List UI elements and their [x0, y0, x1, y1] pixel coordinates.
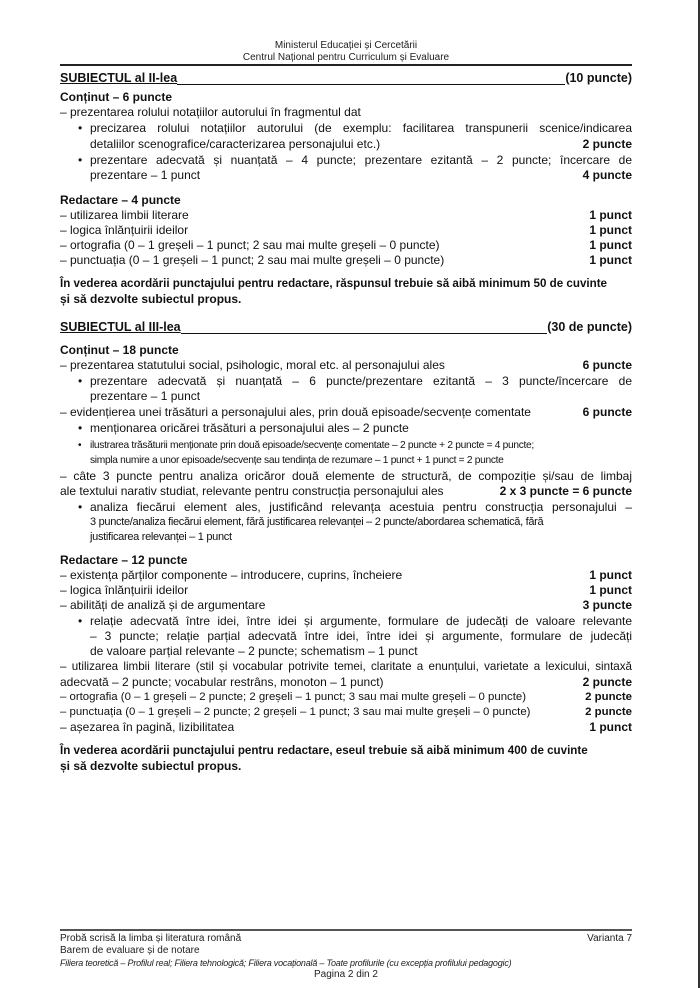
redactare-item: – logica înlănțuirii ideilor 1 punct: [60, 583, 632, 597]
footer-line: Barem de evaluare și de notare: [60, 945, 200, 956]
redactare-item-cont: adecvată – 2 puncte; vocabular restrâns, monoton – 1 punct) 2 puncte: [60, 675, 632, 689]
bullet-item: • menționarea oricărei trăsături a personajului ales – 2 puncte: [78, 421, 409, 435]
header-rule: [60, 64, 632, 66]
page-number: Pagina 2 din 2: [314, 969, 378, 980]
bullet-cont: de valoare parțial relevante – 2 puncte; schematism – 1 punct: [90, 644, 418, 658]
bullet-item: • analiza fiecărui element ales, justificând relevanța acestuia pentru construcția personajului –: [78, 500, 632, 514]
footer-line: Filiera teoretică – Profilul real; Filiera tehnologică; Filiera vocațională – Toate profilurile (cu excepția profilului pedagogic): [60, 958, 512, 968]
page-header: [60, 40, 632, 64]
bullet-icon: •: [78, 153, 83, 167]
continut-heading: Conținut – 6 puncte: [60, 90, 172, 104]
bullet-item: • ilustrarea trăsăturii menționate prin două episoade/secvențe comentate – 2 puncte + 2 puncte = 4 puncte;: [78, 440, 534, 451]
redactare-item: – ortografia (0 – 1 greșeli – 1 punct; 2 sau mai multe greșeli – 0 puncte) 1 punct: [60, 238, 632, 252]
bullet-icon: •: [78, 440, 82, 451]
redactare-item: – așezarea în pagină, lizibilitatea 1 punct: [60, 720, 632, 734]
bullet-cont: simpla numire a unor episoade/secvențe sau tendința de rezumare – 1 punct + 1 punct = 2 puncte: [90, 455, 504, 466]
bullet-cont: – 3 puncte; relație parțial adecvată între idei, între idei și argumente, formulare de judecăți: [90, 629, 632, 643]
variant-label: Varianta 7: [587, 933, 632, 944]
bullet-item: • precizarea rolului notațiilor autorului (de exemplu: facilitarea transpunerii scenice/indicarea: [78, 121, 632, 135]
bullet-cont: 3 puncte/analiza fiecărui element, fără justificarea relevanței – 2 puncte/abordarea schematică, fără: [90, 516, 544, 528]
redactare-item: – ortografia (0 – 1 greșeli – 2 puncte; 2 greșeli – 1 punct; 3 sau mai multe greșeli – 0 puncte) 2 puncte: [60, 691, 632, 703]
bullet-icon: •: [78, 500, 83, 514]
footer-rule: [60, 929, 632, 931]
continut-item: – câte 3 puncte pentru analiza oricăror două elemente de structură, de compoziție și/sau de limbaj: [60, 469, 632, 483]
continut-item: – prezentarea rolului notațiilor autorului în fragmentul dat: [60, 105, 361, 119]
bullet-icon: •: [78, 374, 83, 388]
bullet-icon: •: [78, 421, 83, 435]
continut-item: – evidențierea unei trăsături a personajului ales, prin două episoade/secvențe comentate 6 puncte: [60, 405, 632, 419]
center-name: Centrul Național pentru Curriculum și Evaluare: [242, 52, 450, 63]
bullet-cont: prezentare – 1 punct: [90, 389, 201, 403]
bullet-item: • prezentare adecvată și nuanțată – 6 puncte/prezentare ezitantă – 3 puncte/încercare de: [78, 374, 632, 388]
section-title-subiect-3: SUBIECTUL al III-lea (30 de puncte): [60, 320, 632, 334]
bullet-icon: •: [78, 614, 83, 628]
continut-item: – prezentarea statutului social, psihologic, moral etc. al personajului ales 6 puncte: [60, 358, 632, 372]
bullet-cont: detaliilor scenografice/caracterizarea personajului etc.) 2 puncte: [90, 137, 632, 151]
redactare-item: – punctuația (0 – 1 greșeli – 1 punct; 2 sau mai multe greșeli – 0 puncte) 1 punct: [60, 253, 632, 267]
note-line: În vederea acordării punctajului pentru redactare, răspunsul trebuie să aibă minimum 50 de cuvinte: [60, 277, 608, 290]
continut-item-cont: ale textului narativ studiat, relevante pentru construcția personajului ales 2 x 3 puncte = 6 puncte: [60, 484, 632, 498]
bullet-item: • prezentare adecvată și nuanțată – 4 puncte; prezentare ezitantă – 2 puncte; încercare de: [78, 153, 632, 167]
note-line: și să dezvolte subiectul propus.: [60, 759, 242, 773]
redactare-item: – abilități de analiză și de argumentare 3 puncte: [60, 598, 632, 612]
section-title-subiect-2: SUBIECTUL al II-lea (10 puncte): [60, 71, 632, 85]
footer-line: Probă scrisă la limba și literatura română Varianta 7: [60, 933, 632, 944]
points-value: 4 puncte: [582, 168, 632, 182]
bullet-cont: prezentare – 1 punct 4 puncte: [90, 168, 632, 182]
redactare-item: – utilizarea limbii literare (stil și vocabular potrivite temei, claritate a enunțului, varietate a lexicului, sintaxă: [60, 660, 632, 673]
ministry-name: Ministerul Educației și Cercetării: [274, 40, 418, 51]
points-value: 2 puncte: [582, 137, 632, 151]
redactare-heading: Redactare – 4 puncte: [60, 193, 181, 207]
redactare-heading: Redactare – 12 puncte: [60, 553, 188, 567]
redactare-item: – punctuația (0 – 1 greșeli – 2 puncte; 2 greșeli – 1 punct; 3 sau mai multe greșeli – 0 puncte) 2 puncte: [60, 706, 632, 718]
redactare-item: – existența părților componente – introducere, cuprins, încheiere 1 punct: [60, 568, 632, 582]
note-line: și să dezvolte subiectul propus.: [60, 292, 242, 306]
redactare-item: – logica înlănțuirii ideilor 1 punct: [60, 223, 632, 237]
note-line: În vederea acordării punctajului pentru redactare, eseul trebuie să aibă minimum 400 de cuvinte: [60, 744, 588, 757]
redactare-item: – utilizarea limbii literare 1 punct: [60, 208, 632, 222]
bullet-icon: •: [78, 121, 83, 135]
continut-heading: Conținut – 18 puncte: [60, 343, 179, 357]
bullet-cont: justificarea relevanței – 1 punct: [90, 531, 232, 543]
bullet-item: • relație adecvată între idei, între idei și argumente, formulare de judecăți de valoare relevante: [78, 614, 632, 628]
document-page: [60, 0, 632, 988]
